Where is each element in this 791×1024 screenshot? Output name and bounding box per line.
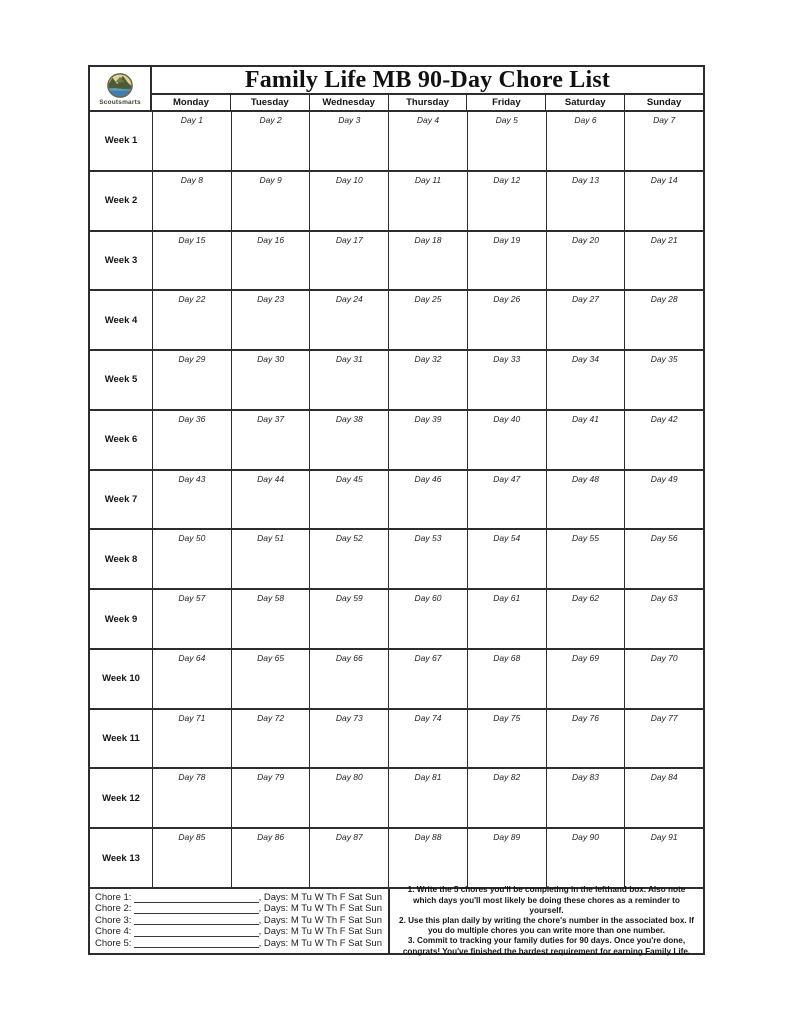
day-label: Day 53 bbox=[414, 533, 442, 544]
day-cell bbox=[152, 710, 231, 768]
day-cell bbox=[388, 829, 467, 887]
week-row bbox=[90, 289, 703, 349]
day-label: Day 77 bbox=[650, 712, 678, 723]
logo-text: Scoutsmarts bbox=[99, 99, 141, 106]
day-cell bbox=[388, 530, 467, 588]
day-label: Day 38 bbox=[335, 413, 363, 424]
day-cell bbox=[231, 650, 310, 708]
day-label: Day 14 bbox=[650, 174, 678, 185]
week-row bbox=[90, 409, 703, 469]
day-cell bbox=[467, 291, 546, 349]
day-label: Day 37 bbox=[257, 413, 285, 424]
day-label: Day 88 bbox=[414, 832, 442, 843]
day-cell bbox=[309, 112, 388, 170]
day-label: Day 78 bbox=[178, 772, 206, 783]
day-label: Day 74 bbox=[414, 712, 442, 723]
day-label: Day 67 bbox=[414, 652, 442, 663]
day-cell bbox=[231, 291, 310, 349]
day-label: Day 34 bbox=[571, 354, 599, 365]
week-row bbox=[90, 230, 703, 290]
day-cell bbox=[309, 590, 388, 648]
day-label: Day 76 bbox=[571, 712, 599, 723]
chore-table bbox=[88, 65, 705, 955]
week-row bbox=[90, 827, 703, 887]
day-cell bbox=[152, 351, 231, 409]
chore-label: Chore 5: bbox=[95, 937, 132, 949]
day-cell bbox=[624, 769, 703, 827]
day-label: Day 80 bbox=[335, 772, 363, 783]
day-label: Day 49 bbox=[650, 473, 678, 484]
day-cell bbox=[388, 112, 467, 170]
day-cell bbox=[546, 769, 625, 827]
day-cell bbox=[624, 351, 703, 409]
weekday-header-thursday: Thursday bbox=[388, 95, 467, 110]
day-label: Day 43 bbox=[178, 473, 206, 484]
day-cell bbox=[309, 351, 388, 409]
day-label: Day 33 bbox=[493, 354, 521, 365]
day-label: Day 46 bbox=[414, 473, 442, 484]
day-label: Day 26 bbox=[493, 294, 521, 305]
day-label: Day 75 bbox=[493, 712, 521, 723]
day-label: Day 27 bbox=[571, 294, 599, 305]
day-cell bbox=[546, 351, 625, 409]
day-cell bbox=[231, 172, 310, 230]
week-label: Week 4 bbox=[104, 314, 138, 326]
day-cell bbox=[388, 769, 467, 827]
day-label: Day 28 bbox=[650, 294, 678, 305]
day-label: Day 15 bbox=[178, 234, 206, 245]
day-cell bbox=[624, 232, 703, 290]
chore-days-label: , Days: M Tu W Th F Sat Sun bbox=[258, 892, 382, 903]
day-label: Day 8 bbox=[180, 174, 203, 185]
day-cell bbox=[624, 112, 703, 170]
week-row bbox=[90, 588, 703, 648]
week-row bbox=[90, 708, 703, 768]
day-cell bbox=[388, 471, 467, 529]
day-label: Day 12 bbox=[493, 174, 521, 185]
day-label: Day 79 bbox=[257, 772, 285, 783]
chore-line bbox=[95, 893, 382, 904]
chore-blank-line bbox=[134, 894, 258, 903]
day-label: Day 39 bbox=[414, 413, 442, 424]
day-cell bbox=[152, 291, 231, 349]
logo-cell bbox=[90, 67, 152, 110]
day-cell bbox=[152, 829, 231, 887]
chore-days-label: , Days: M Tu W Th F Sat Sun bbox=[258, 926, 382, 938]
day-label: Day 2 bbox=[259, 115, 282, 125]
day-cell bbox=[546, 112, 625, 170]
day-cell bbox=[309, 291, 388, 349]
weekday-header-monday: Monday bbox=[172, 97, 209, 108]
day-cell bbox=[388, 351, 467, 409]
day-cell bbox=[624, 530, 703, 588]
week-label: Week 11 bbox=[102, 733, 140, 745]
week-grid bbox=[90, 110, 703, 887]
day-label: Day 44 bbox=[257, 473, 285, 484]
day-cell bbox=[231, 769, 310, 827]
chore-label: Chore 3: bbox=[95, 914, 132, 926]
day-cell bbox=[624, 291, 703, 349]
chore-blank-line bbox=[134, 928, 258, 937]
day-cell bbox=[309, 471, 388, 529]
day-cell bbox=[467, 769, 546, 827]
day-label: Day 55 bbox=[571, 533, 599, 544]
week-label: Week 7 bbox=[104, 493, 138, 505]
day-cell bbox=[546, 232, 625, 290]
day-label: Day 85 bbox=[178, 832, 206, 843]
day-label: Day 23 bbox=[257, 294, 285, 305]
day-label: Day 86 bbox=[257, 832, 285, 843]
day-cell bbox=[231, 411, 310, 469]
day-cell bbox=[231, 590, 310, 648]
chore-blank-line bbox=[134, 939, 258, 948]
week-row bbox=[90, 469, 703, 529]
day-label: Day 62 bbox=[571, 593, 599, 604]
day-cell bbox=[309, 232, 388, 290]
day-label: Day 72 bbox=[257, 712, 285, 723]
day-cell bbox=[231, 112, 310, 170]
day-cell bbox=[152, 590, 231, 648]
week-label: Week 12 bbox=[102, 792, 140, 804]
day-label: Day 42 bbox=[650, 413, 678, 424]
day-cell bbox=[388, 710, 467, 768]
week-row bbox=[90, 648, 703, 708]
day-label: Day 82 bbox=[493, 772, 521, 783]
day-cell bbox=[231, 829, 310, 887]
day-cell bbox=[624, 650, 703, 708]
day-label: Day 51 bbox=[257, 533, 285, 544]
day-cell bbox=[624, 172, 703, 230]
day-cell bbox=[467, 530, 546, 588]
day-cell bbox=[152, 232, 231, 290]
day-label: Day 10 bbox=[335, 174, 363, 185]
day-cell bbox=[309, 411, 388, 469]
day-label: Day 65 bbox=[257, 652, 285, 663]
day-label: Day 40 bbox=[493, 413, 521, 424]
day-cell bbox=[624, 590, 703, 648]
week-label: Week 3 bbox=[104, 254, 138, 266]
day-label: Day 20 bbox=[571, 234, 599, 245]
instruction-item: 2. Use this plan daily by writing the chore's number in the associated box. If you do multiple chores you can write more than one number. bbox=[399, 915, 694, 936]
day-cell bbox=[231, 351, 310, 409]
chore-days-label: , Days: M Tu W Th F Sat Sun bbox=[258, 914, 382, 926]
day-cell bbox=[388, 590, 467, 648]
week-label: Week 2 bbox=[104, 195, 138, 207]
day-cell bbox=[231, 710, 310, 768]
day-cell bbox=[309, 710, 388, 768]
week-row bbox=[90, 767, 703, 827]
day-label: Day 71 bbox=[178, 712, 206, 723]
day-cell bbox=[467, 650, 546, 708]
day-label: Day 56 bbox=[650, 533, 678, 544]
day-cell bbox=[546, 471, 625, 529]
week-row bbox=[90, 528, 703, 588]
day-cell bbox=[467, 112, 546, 170]
week-label: Week 1 bbox=[104, 135, 138, 147]
day-label: Day 19 bbox=[493, 234, 521, 245]
day-label: Day 83 bbox=[571, 772, 599, 783]
bottom-section bbox=[90, 885, 703, 956]
week-row bbox=[90, 349, 703, 409]
day-cell bbox=[309, 769, 388, 827]
day-cell bbox=[624, 710, 703, 768]
day-cell bbox=[152, 530, 231, 588]
weekday-header-sunday: Sunday bbox=[624, 95, 703, 110]
day-cell bbox=[309, 172, 388, 230]
day-label: Day 31 bbox=[335, 354, 363, 365]
day-label: Day 68 bbox=[493, 652, 521, 663]
week-label: Week 6 bbox=[104, 434, 138, 446]
chore-blank-line bbox=[134, 905, 258, 914]
day-cell bbox=[546, 172, 625, 230]
day-label: Day 60 bbox=[414, 593, 442, 604]
instruction-item: 3. Commit to tracking your family duties for 90 days. Once you're done, congrats! You've finished the hardest requirement for earning Family Life. bbox=[402, 936, 691, 956]
day-label: Day 48 bbox=[571, 473, 599, 484]
day-label: Day 18 bbox=[414, 234, 442, 245]
day-cell bbox=[152, 471, 231, 529]
chores-box bbox=[90, 889, 390, 953]
day-cell bbox=[231, 530, 310, 588]
day-cell bbox=[467, 829, 546, 887]
day-label: Day 73 bbox=[335, 712, 363, 723]
scoutsmarts-logo-icon bbox=[106, 73, 134, 99]
instruction-item: 1. Write the 5 chores you'll be completing in the lefthand box. Also note which days you'll most likely be doing these chores as a reminder to yourself. bbox=[407, 885, 686, 915]
weekday-header-wednesday: Wednesday bbox=[309, 95, 388, 110]
chore-label: Chore 4: bbox=[95, 926, 132, 938]
day-label: Day 17 bbox=[335, 234, 363, 245]
day-cell bbox=[624, 471, 703, 529]
day-cell bbox=[152, 769, 231, 827]
day-cell bbox=[152, 172, 231, 230]
instructions-box bbox=[390, 885, 703, 956]
chore-blank-line bbox=[134, 916, 258, 925]
day-label: Day 63 bbox=[650, 593, 678, 604]
day-cell bbox=[467, 172, 546, 230]
day-cell bbox=[546, 411, 625, 469]
day-cell bbox=[467, 710, 546, 768]
weekday-header-friday: Friday bbox=[466, 95, 545, 110]
week-label: Week 13 bbox=[102, 852, 140, 864]
day-label: Day 87 bbox=[335, 832, 363, 843]
day-label: Day 22 bbox=[178, 294, 206, 305]
day-cell bbox=[388, 411, 467, 469]
weekday-header-row bbox=[152, 95, 703, 110]
week-label: Week 9 bbox=[104, 613, 138, 625]
day-label: Day 9 bbox=[259, 174, 282, 185]
day-cell bbox=[309, 829, 388, 887]
day-label: Day 90 bbox=[571, 832, 599, 843]
week-label: Week 5 bbox=[104, 374, 138, 386]
day-cell bbox=[388, 232, 467, 290]
day-label: Day 30 bbox=[257, 354, 285, 365]
day-label: Day 11 bbox=[414, 174, 442, 185]
day-label: Day 21 bbox=[650, 234, 678, 245]
day-label: Day 24 bbox=[335, 294, 363, 305]
day-cell bbox=[152, 650, 231, 708]
day-cell bbox=[624, 829, 703, 887]
chore-line bbox=[95, 927, 382, 938]
day-cell bbox=[546, 650, 625, 708]
day-label: Day 35 bbox=[650, 354, 678, 365]
chore-line bbox=[95, 916, 382, 927]
day-label: Day 70 bbox=[650, 652, 678, 663]
day-label: Day 29 bbox=[178, 354, 206, 365]
week-label: Week 8 bbox=[104, 553, 138, 565]
day-cell bbox=[624, 411, 703, 469]
day-label: Day 84 bbox=[650, 772, 678, 783]
day-label: Day 47 bbox=[493, 473, 521, 484]
day-cell bbox=[467, 411, 546, 469]
day-label: Day 58 bbox=[257, 593, 285, 604]
chore-days-label: , Days: M Tu W Th F Sat Sun bbox=[258, 937, 382, 949]
day-label: Day 25 bbox=[414, 294, 442, 305]
day-cell bbox=[467, 590, 546, 648]
chore-label: Chore 2: bbox=[95, 903, 132, 915]
day-cell bbox=[546, 530, 625, 588]
day-cell bbox=[546, 590, 625, 648]
day-label: Day 41 bbox=[571, 413, 599, 424]
chore-label: Chore 1: bbox=[95, 892, 132, 903]
day-label: Day 69 bbox=[571, 652, 599, 663]
day-cell bbox=[309, 530, 388, 588]
day-label: Day 52 bbox=[335, 533, 363, 544]
day-cell bbox=[388, 650, 467, 708]
day-label: Day 61 bbox=[493, 593, 521, 604]
chore-line bbox=[95, 939, 382, 950]
day-label: Day 81 bbox=[414, 772, 442, 783]
day-label: Day 16 bbox=[257, 234, 285, 245]
weekday-header-saturday: Saturday bbox=[545, 95, 624, 110]
day-label: Day 4 bbox=[416, 115, 440, 125]
day-label: Day 45 bbox=[335, 473, 363, 484]
day-label: Day 66 bbox=[335, 652, 363, 663]
day-cell bbox=[467, 232, 546, 290]
day-cell bbox=[152, 112, 231, 170]
day-cell bbox=[388, 291, 467, 349]
week-row bbox=[90, 170, 703, 230]
day-cell bbox=[546, 291, 625, 349]
day-cell bbox=[467, 471, 546, 529]
week-row bbox=[90, 110, 703, 170]
day-cell bbox=[231, 471, 310, 529]
day-label: Day 57 bbox=[178, 593, 206, 604]
day-label: Day 91 bbox=[650, 832, 678, 843]
day-label: Day 64 bbox=[178, 652, 206, 663]
table-header bbox=[90, 67, 703, 110]
day-label: Day 59 bbox=[335, 593, 363, 604]
day-label: Day 1 bbox=[180, 115, 203, 125]
chore-days-label: , Days: M Tu W Th F Sat Sun bbox=[258, 903, 382, 915]
day-label: Day 7 bbox=[653, 115, 676, 125]
day-cell bbox=[152, 411, 231, 469]
week-label: Week 10 bbox=[102, 673, 140, 685]
page-title: Family Life MB 90-Day Chore List bbox=[152, 67, 703, 95]
day-label: Day 36 bbox=[178, 413, 206, 424]
day-cell bbox=[231, 232, 310, 290]
day-label: Day 50 bbox=[178, 533, 206, 544]
day-label: Day 6 bbox=[574, 115, 597, 125]
day-cell bbox=[309, 650, 388, 708]
day-label: Day 3 bbox=[338, 115, 361, 125]
day-cell bbox=[546, 710, 625, 768]
day-cell bbox=[388, 172, 467, 230]
day-label: Day 54 bbox=[493, 533, 521, 544]
day-label: Day 5 bbox=[495, 115, 518, 125]
day-label: Day 13 bbox=[571, 174, 599, 185]
day-label: Day 32 bbox=[414, 354, 442, 365]
day-label: Day 89 bbox=[493, 832, 521, 843]
day-cell bbox=[546, 829, 625, 887]
weekday-header-tuesday: Tuesday bbox=[230, 95, 309, 110]
day-cell bbox=[467, 351, 546, 409]
chore-line bbox=[95, 904, 382, 915]
header-right bbox=[152, 67, 703, 110]
